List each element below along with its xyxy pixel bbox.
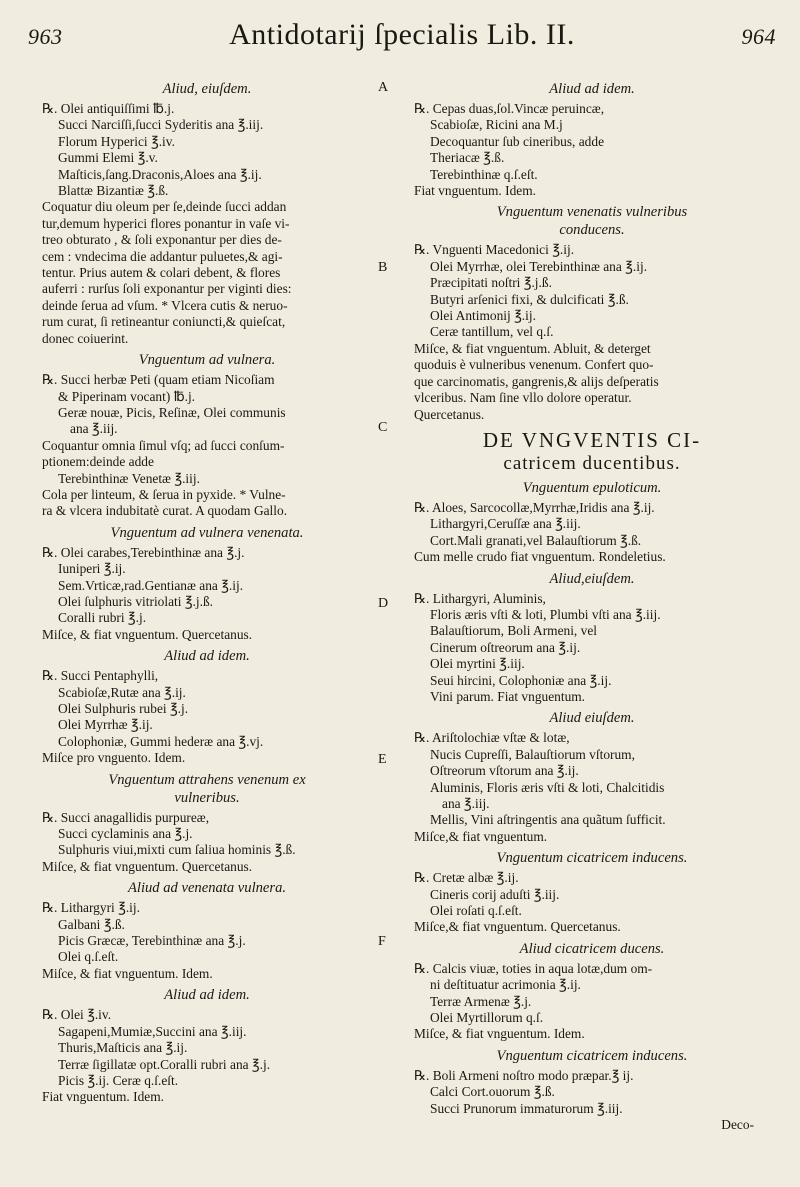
text-line: ℞. Succi anagallidis purpureæ, bbox=[42, 809, 210, 825]
text-line: Coquantur omnia ſimul vſq; ad ſucci conſum- bbox=[42, 437, 285, 453]
recipe-heading: Aliud cicatricem ducens. bbox=[519, 940, 665, 957]
running-title: Antidotarij ſpecialis Lib. II. bbox=[229, 18, 575, 51]
ingredient-line: Scabioſæ, Ricini ana M.j bbox=[430, 117, 563, 133]
text-line: ℞. Cepas duas,ſol.Vincæ peruincæ, bbox=[414, 101, 605, 116]
text-line: Cola per linteum, & ſerua in pyxide. * Vulne- bbox=[42, 486, 286, 502]
recipe-heading: Aliud ad idem. bbox=[549, 81, 635, 97]
recipe-heading: Vnguentum attrahens venenum ex bbox=[108, 771, 306, 788]
ingredient-line: Olei Sulphuris rubei ℥.j. bbox=[58, 701, 189, 716]
text-line: ℞. Lithargyri ℥.ij. bbox=[42, 900, 140, 916]
text-line: ℞. Ariſtolochiæ vſtæ & lotæ, bbox=[414, 730, 570, 746]
text-line: Fiat vnguentum. Idem. bbox=[42, 1089, 164, 1105]
recipe-heading: Aliud ad idem. bbox=[164, 987, 250, 1004]
ingredient-line: Sagapeni,Mumiæ,Succini ana ℥.iij. bbox=[58, 1023, 247, 1039]
margin-letter-f: F bbox=[378, 934, 386, 949]
recipe-heading: Aliud eiuſdem. bbox=[549, 710, 635, 727]
ingredient-line: Nucis Cupreſſi, Balauſtiorum vſtorum, bbox=[430, 746, 635, 762]
margin-letter-e: E bbox=[378, 752, 387, 767]
ingredient-line: Olei myrtini ℥.iij. bbox=[430, 656, 525, 672]
text-line: Miſce,& fiat vnguentum. Quercetanus. bbox=[414, 919, 621, 935]
running-header bbox=[28, 18, 776, 58]
ingredient-line: Galbani ℥.ß. bbox=[58, 916, 125, 932]
ingredient-line: Gummi Elemi ℥.v. bbox=[58, 150, 158, 166]
margin-letter-a: A bbox=[378, 80, 389, 95]
ingredient-line: Succi cyclaminis ana ℥.j. bbox=[58, 826, 193, 842]
recipe-heading: Vnguentum cicatricem inducens. bbox=[496, 850, 688, 867]
text-line: donec coiuerint. bbox=[42, 330, 129, 346]
text-line: Quercetanus. bbox=[414, 406, 485, 422]
ingredient-line: Olei ſulphuris vitriolati ℥.j.ß. bbox=[58, 593, 214, 609]
margin-letter-b: B bbox=[378, 260, 388, 275]
ingredient-line: Theriacæ ℥.ß. bbox=[430, 150, 505, 166]
ingredient-line: Coralli rubri ℥.j. bbox=[58, 610, 147, 626]
recipe-heading: Vnguentum cicatricem inducens. bbox=[496, 1047, 688, 1064]
text-line: ℞. Succi herbæ Peti (quam etiam Nicoſiam bbox=[42, 372, 275, 388]
ingredient-line: ana ℥.iij. bbox=[70, 421, 118, 437]
left-page-number: 963 bbox=[28, 24, 63, 49]
ingredient-line: Vini parum. Fiat vnguentum. bbox=[430, 688, 586, 704]
recipe-heading: Vnguentum ad vulnera. bbox=[138, 352, 276, 369]
text-line: treo obturato , & ſoli exponantur per dies de- bbox=[42, 232, 282, 248]
ingredient-line: Thuris,Maſticis ana ℥.ij. bbox=[58, 1040, 188, 1056]
text-line: ℞. Calcis viuæ, toties in aqua lotæ,dum om- bbox=[414, 960, 653, 976]
ingredient-line: Lithargyri,Ceruſſæ ana ℥.iij. bbox=[430, 516, 581, 532]
chapter-subtitle: catricem ducentibus. bbox=[503, 452, 681, 474]
ingredient-line: Mellis, Vini aſtringentis ana quãtum ſufficit. bbox=[430, 812, 666, 828]
ingredient-line: Balauſtiorum, Boli Armeni, vel bbox=[430, 623, 597, 639]
ingredient-line: Blattæ Bizantiæ ℥.ß. bbox=[58, 183, 169, 199]
ingredient-line: Oſtreorum vſtorum ana ℥.ij. bbox=[430, 763, 579, 779]
ingredient-line: Succi Prunorum immaturorum ℥.iij. bbox=[430, 1100, 623, 1116]
ingredient-line: Scabioſæ,Rutæ ana ℥.ij. bbox=[58, 684, 186, 700]
text-line: deinde ſerua ad vſum. * Vlcera cutis & neruo- bbox=[42, 297, 288, 313]
ingredient-line: Sulphuris viui,mixti cum ſaliua hominis ℥.ß. bbox=[58, 842, 296, 858]
ingredient-line: Præcipitati noſtri ℥.j.ß. bbox=[430, 275, 552, 291]
ingredient-line: Succi Narciſſi,ſucci Syderitis ana ℥.iij. bbox=[58, 117, 264, 133]
recipe-heading: Aliud, eiuſdem. bbox=[162, 81, 252, 97]
ingredient-line: Seui hircini, Colophoniæ ana ℥.ij. bbox=[430, 672, 612, 688]
recipe-heading: Vnguentum epuloticum. bbox=[522, 479, 662, 496]
right-page-number: 964 bbox=[741, 24, 776, 49]
text-line: ℞. Lithargyri, Aluminis, bbox=[414, 590, 546, 606]
text-line: Fiat vnguentum. Idem. bbox=[414, 183, 536, 199]
ingredient-line: ni deſtituatur acrimonia ℥.ij. bbox=[430, 977, 581, 993]
ingredient-line: Florum Hyperici ℥.iv. bbox=[58, 133, 175, 149]
ingredient-line: & Piperinam vocant) ℔.j. bbox=[58, 388, 196, 404]
text-line: ptionem:deinde adde bbox=[42, 454, 154, 470]
ingredient-line: Cinerum oſtreorum ana ℥.ij. bbox=[430, 639, 581, 655]
ingredient-line: Iuniperi ℥.ij. bbox=[58, 561, 126, 577]
catchword: Deco- bbox=[721, 1117, 754, 1133]
chapter-title: DE VNGVENTIS CI- bbox=[482, 427, 702, 452]
ingredient-line: Olei roſati q.ſ.eſt. bbox=[430, 903, 522, 919]
recipe-heading: Aliud,eiuſdem. bbox=[549, 570, 635, 587]
text-line: Miſce, & fiat vnguentum. Abluit, & deterget bbox=[414, 340, 651, 356]
ingredient-line: Terræ ſigillatæ opt.Coralli rubri ana ℥.j. bbox=[58, 1056, 271, 1072]
ingredient-line: Decoquantur ſub cineribus, adde bbox=[430, 133, 605, 149]
recipe-heading: Vnguentum venenatis vulneribus bbox=[496, 204, 688, 221]
text-line: ℞. Vnguenti Macedonici ℥.ij. bbox=[414, 242, 575, 258]
text-line: Cum melle crudo fiat vnguentum. Rondeletius. bbox=[414, 549, 666, 565]
text-line: ℞. Boli Armeni noſtro modo præpar.℥ ij. bbox=[414, 1067, 634, 1083]
text-line: Coquatur diu oleum per ſe,deinde ſucci addan bbox=[42, 199, 287, 215]
ingredient-line: Olei Myrrhæ ℥.ij. bbox=[58, 717, 153, 733]
text-line: Miſce, & fiat vnguentum. Idem. bbox=[42, 965, 213, 981]
recipe-heading-cont: conducens. bbox=[559, 222, 625, 239]
text-line: Miſce,& fiat vnguentum. bbox=[414, 828, 548, 844]
ingredient-line: Cineris corij aduſti ℥.iij. bbox=[430, 886, 560, 902]
text-line: Miſce, & fiat vnguentum. Quercetanus. bbox=[42, 858, 253, 874]
ingredient-line: Picis ℥.ij. Ceræ q.ſ.eſt. bbox=[58, 1072, 179, 1088]
recipe-heading: Aliud ad idem. bbox=[164, 648, 250, 665]
ingredient-line: Olei Myrrhæ, olei Terebinthinæ ana ℥.ij. bbox=[430, 258, 648, 274]
text-line: tentur. Prius autem & colari debent, & flores bbox=[42, 265, 281, 281]
text-line: ℞. Aloes, Sarcocollæ,Myrrhæ,Iridis ana ℥.ij. bbox=[414, 499, 655, 515]
ingredient-line: Terræ Armenæ ℥.j. bbox=[430, 993, 532, 1009]
text-line: ℞. Cretæ albæ ℥.ij. bbox=[414, 870, 519, 886]
text-line: vlceribus. Nam ſine vllo dolore operatur. bbox=[414, 390, 632, 406]
margin-letter-d: D bbox=[378, 596, 389, 611]
text-line: Miſce, & fiat vnguentum. Idem. bbox=[414, 1026, 585, 1042]
ingredient-line: Olei Myrtillorum q.ſ. bbox=[430, 1010, 544, 1026]
ingredient-line: Sem.Vrticæ,rad.Gentianæ ana ℥.ij. bbox=[58, 577, 244, 593]
ingredient-line: Calci Cort.ouorum ℥.ß. bbox=[430, 1084, 555, 1100]
recipe-heading-cont: vulneribus. bbox=[174, 789, 240, 806]
text-line: auferri : rurſus ſoli exponantur per viginti dies: bbox=[42, 281, 292, 297]
text-line: Miſce pro vnguento. Idem. bbox=[42, 750, 186, 766]
ingredient-line: ana ℥.iij. bbox=[442, 796, 490, 811]
text-line: ℞. Olei ℥.iv. bbox=[42, 1007, 112, 1023]
text-line: ℞. Olei carabes,Terebinthinæ ana ℥.j. bbox=[42, 544, 245, 560]
ingredient-line: Maſticis,ſang.Draconis,Aloes ana ℥.ij. bbox=[58, 166, 262, 182]
ingredient-line: Floris æris vſti & loti, Plumbi vſti ana ℥.iij. bbox=[430, 606, 661, 622]
ingredient-line: Terebinthinæ Venetæ ℥.iij. bbox=[58, 470, 200, 486]
ingredient-line: Cort.Mali granati,vel Balauſtiorum ℥.ß. bbox=[430, 532, 642, 548]
ingredient-line: Geræ nouæ, Picis, Reſinæ, Olei communis bbox=[58, 404, 286, 420]
text-line: ℞. Olei antiquiſſimi ℔.j. bbox=[42, 101, 175, 116]
ingredient-line: Aluminis, Floris æris vſti & loti, Chalcitidis bbox=[430, 779, 665, 795]
text-line: ra & vlcera indubitatè curat. A quodam Gallo. bbox=[42, 503, 288, 519]
recipe-heading: Vnguentum ad vulnera venenata. bbox=[110, 524, 304, 541]
ingredient-line: Picis Græcæ, Terebinthinæ ana ℥.j. bbox=[58, 933, 246, 949]
recipe-heading: Aliud ad venenata vulnera. bbox=[127, 880, 287, 897]
left-column bbox=[42, 76, 372, 1106]
ingredient-line: Ceræ tantillum, vel q.ſ. bbox=[430, 324, 554, 340]
ingredient-line: Terebinthinæ q.ſ.eſt. bbox=[430, 166, 538, 182]
text-line: quoduis è vulneribus venenum. Confert quo- bbox=[414, 357, 654, 373]
ingredient-line: Butyri arſenici fixi, & dulcificati ℥.ß. bbox=[430, 291, 629, 307]
right-column bbox=[414, 76, 770, 1134]
text-line: Miſce, & fiat vnguentum. Quercetanus. bbox=[42, 626, 253, 642]
text-line: cem : vndecima die addantur puluetes,& agi- bbox=[42, 248, 283, 264]
margin-letter-c: C bbox=[378, 420, 388, 435]
text-line: rum curat, ſi retineantur coniuncti,& quieſcat, bbox=[42, 314, 286, 330]
text-line: ℞. Succi Pentaphylli, bbox=[42, 668, 159, 684]
text-line: tur,demum hyperici flores ponantur in vaſe vi- bbox=[42, 215, 290, 231]
ingredient-line: Olei q.ſ.eſt. bbox=[58, 949, 119, 965]
text-line: que carcinomatis, gangrenis,& alijs deſperatis bbox=[414, 373, 659, 389]
ingredient-line: Olei Antimonij ℥.ij. bbox=[430, 308, 536, 324]
ingredient-line: Colophoniæ, Gummi hederæ ana ℥.vj. bbox=[58, 733, 264, 749]
